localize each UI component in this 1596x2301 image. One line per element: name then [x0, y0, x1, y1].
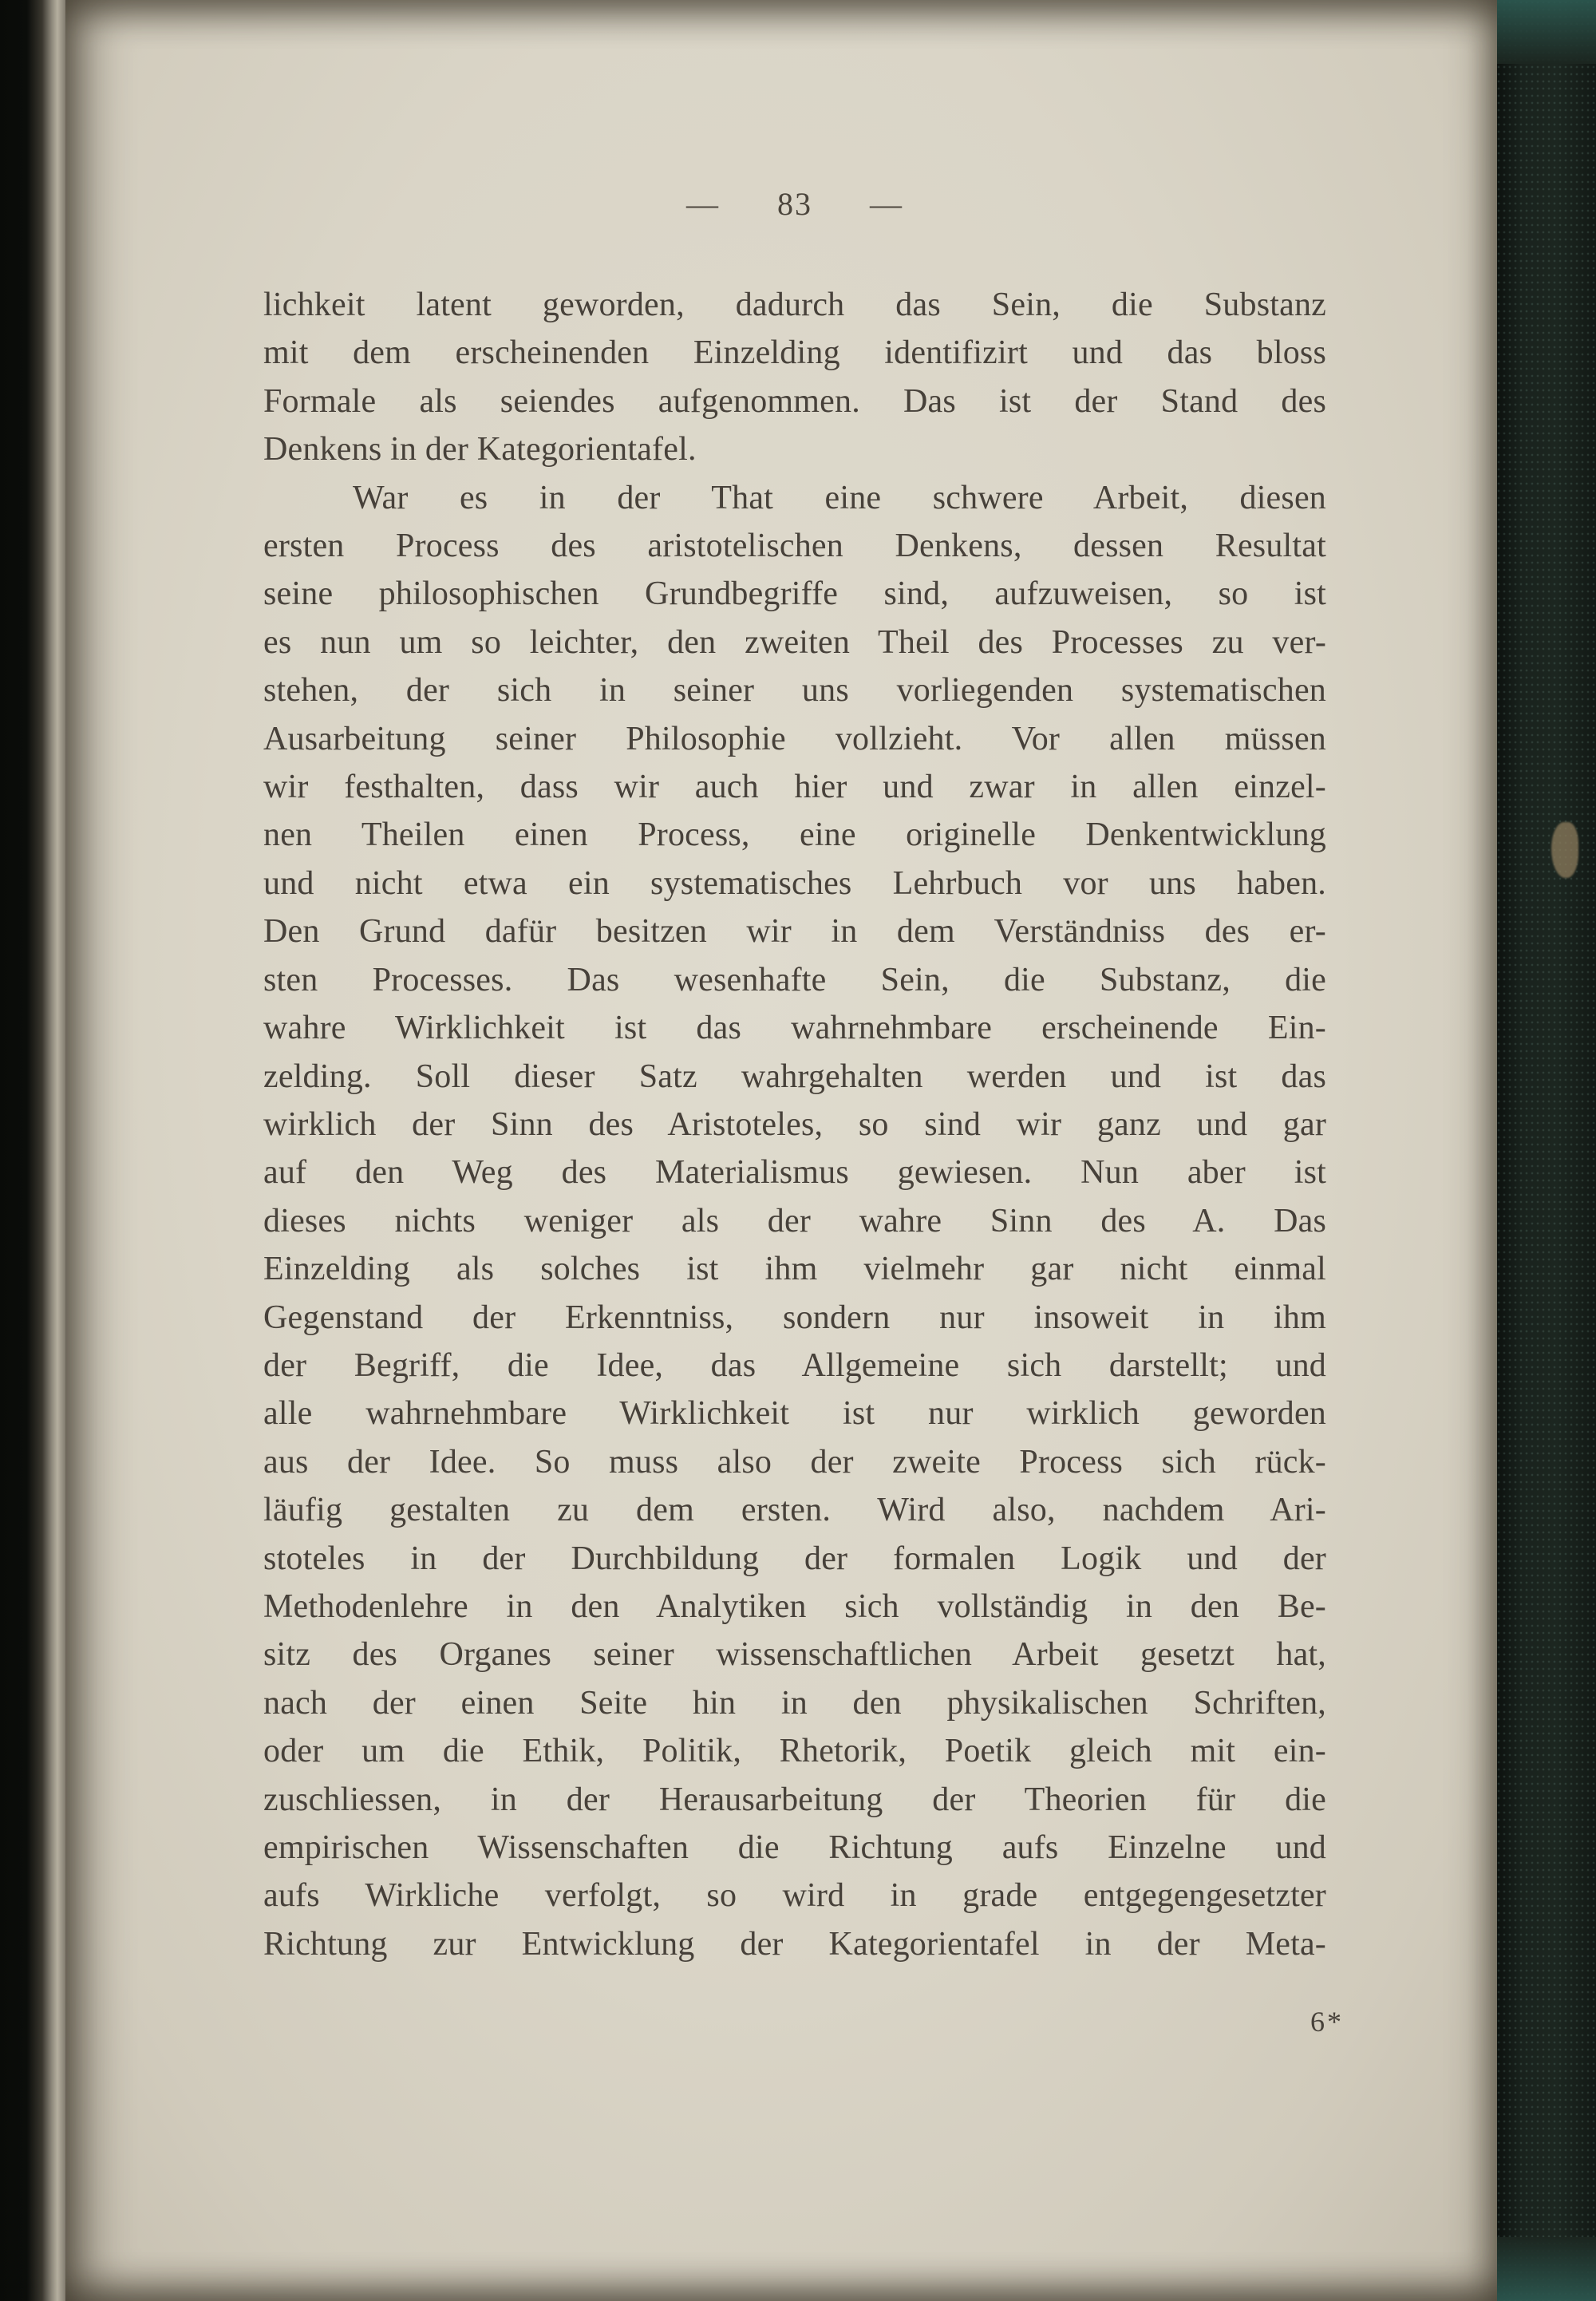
text-line: Formale als seiendes aufgenommen. Das ist der Stand des: [263, 382, 1326, 420]
text-line: wir festhalten, dass wir auch hier und zwar in allen einzel-: [263, 769, 1326, 806]
text-line: seine philosophischen Grundbegriffe sind, aufzuweisen, so ist: [263, 575, 1326, 613]
text-line: Ausarbeitung seiner Philosophie vollzieht. Vor allen müssen: [263, 720, 1326, 757]
text-line: sten Processes. Das wesenhafte Sein, die Substanz, die: [263, 961, 1326, 998]
text-line: alle wahrnehmbare Wirklichkeit ist nur wirklich geworden: [263, 1395, 1326, 1433]
page-number-dash-left: —: [686, 186, 720, 222]
text-line: mit dem erscheinenden Einzelding identifizirt und das bloss: [263, 334, 1326, 372]
text-line: sitz des Organes seiner wissenschaftlichen Arbeit gesetzt hat,: [263, 1636, 1326, 1674]
cover-corner-bottom: [1497, 2237, 1596, 2301]
text-line: zuschliessen, in der Herausarbeitung der Theorien für die: [263, 1781, 1326, 1818]
book-cover-spine: [1497, 0, 1596, 2301]
signature-mark: 6*: [1310, 2006, 1344, 2038]
text-line: Denkens in der Kategorientafel.: [263, 431, 697, 469]
text-line: Einzelding als solches ist ihm vielmehr gar nicht einmal: [263, 1251, 1326, 1288]
text-line: dieses nichts weniger als der wahre Sinn des A. Das: [263, 1202, 1326, 1239]
text-line: Methodenlehre in den Analytiken sich vollständig in den Be-: [263, 1587, 1326, 1625]
text-line: stoteles in der Durchbildung der formalen Logik und der: [263, 1540, 1326, 1577]
text-line: Den Grund dafür besitzen wir in dem Verständniss des er-: [263, 913, 1326, 951]
text-line: ersten Process des aristotelischen Denkens, dessen Resultat: [263, 528, 1326, 565]
text-line: War es in der That eine schwere Arbeit, diesen: [353, 479, 1326, 516]
text-line: läufig gestalten zu dem ersten. Wird also, nachdem Ari-: [263, 1492, 1326, 1529]
text-line: Gegenstand der Erkenntniss, sondern nur insoweit in ihm: [263, 1299, 1326, 1336]
page-number: 83: [777, 186, 812, 222]
page-header: [263, 185, 1326, 223]
text-block: [263, 281, 1326, 1968]
text-line: wahre Wirklichkeit ist das wahrnehmbare erscheinende Ein-: [263, 1010, 1326, 1047]
text-line: und nicht etwa ein systematisches Lehrbuch vor uns haben.: [263, 864, 1326, 902]
page-number-dash-right: —: [870, 186, 903, 222]
text-line: es nun um so leichter, den zweiten Theil des Processes zu ver-: [263, 623, 1326, 661]
text-line: stehen, der sich in seiner uns vorliegenden systematischen: [263, 672, 1326, 710]
text-line: nach der einen Seite hin in den physikalischen Schriften,: [263, 1684, 1326, 1722]
book-page: [65, 0, 1500, 2301]
text-line: lichkeit latent geworden, dadurch das Sein, die Substanz: [263, 287, 1326, 323]
cover-wear-mark: [1551, 822, 1578, 878]
text-line: wirklich der Sinn des Aristoteles, so sind wir ganz und gar: [263, 1105, 1326, 1143]
text-line: zelding. Soll dieser Satz wahrgehalten werden und ist das: [263, 1058, 1326, 1095]
cover-corner-top: [1497, 0, 1596, 64]
text-line: aufs Wirkliche verfolgt, so wird in grade entgegengesetzter: [263, 1877, 1326, 1915]
text-line: nen Theilen einen Process, eine originelle Denkentwicklung: [263, 816, 1326, 854]
text-line: Richtung zur Entwicklung der Kategorientafel in der Meta-: [263, 1925, 1326, 1963]
text-line: auf den Weg des Materialismus gewiesen. Nun aber ist: [263, 1154, 1326, 1192]
text-line: oder um die Ethik, Politik, Rhetorik, Poetik gleich mit ein-: [263, 1733, 1326, 1770]
text-line: der Begriff, die Idee, das Allgemeine sich darstellt; und: [263, 1346, 1326, 1384]
text-line: aus der Idee. So muss also der zweite Process sich rück-: [263, 1443, 1326, 1481]
text-line: empirischen Wissenschaften die Richtung aufs Einzelne und: [263, 1829, 1326, 1866]
